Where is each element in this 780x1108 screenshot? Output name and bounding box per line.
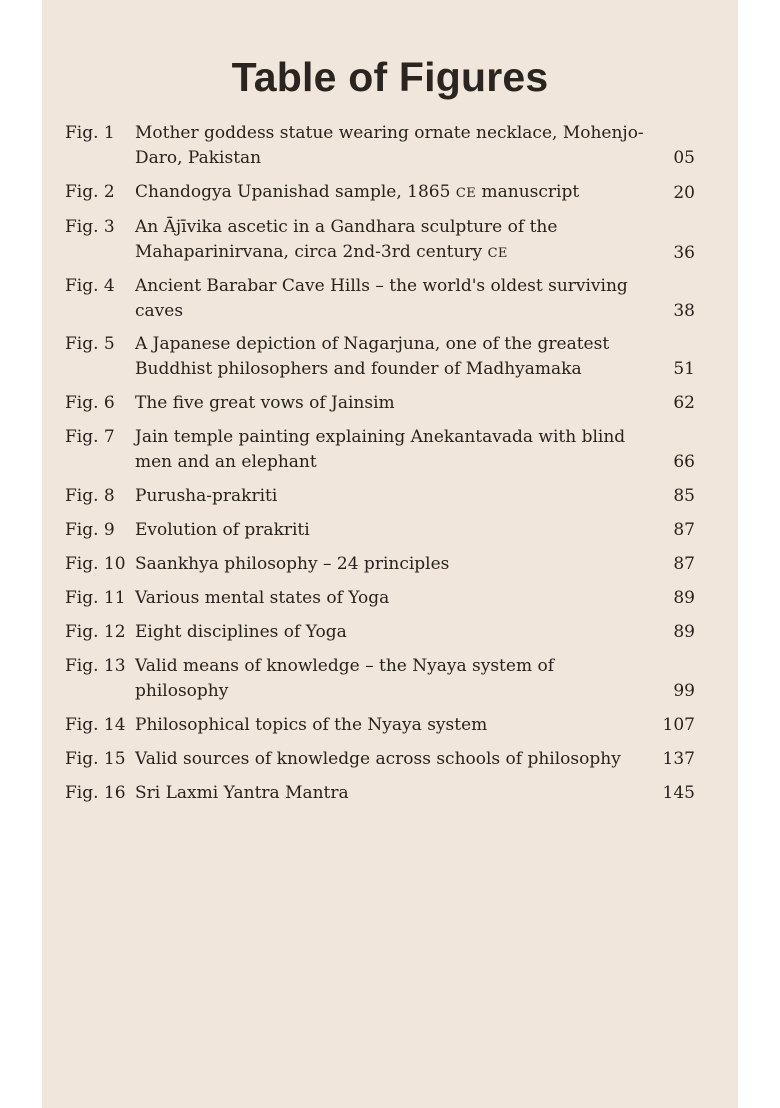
figure-entry (65, 274, 695, 324)
figure-page-number: 85 (673, 486, 695, 506)
figure-page-number: 66 (673, 452, 695, 472)
figure-number: Fig. 6 (65, 393, 115, 413)
figure-number: Fig. 9 (65, 520, 115, 540)
figure-entry (65, 654, 695, 704)
figure-entry (65, 215, 695, 266)
figure-page-number: 89 (673, 588, 695, 608)
figure-entry (65, 747, 695, 772)
figure-number: Fig. 12 (65, 622, 126, 642)
figure-caption: Ancient Barabar Cave Hills – the world's oldest surviving caves (135, 276, 628, 321)
figure-page-number: 145 (662, 783, 695, 803)
figure-number: Fig. 14 (65, 715, 126, 735)
figure-caption: A Japanese depiction of Nagarjuna, one of the greatest Buddhist philosophers and founder of Madhyamaka (135, 334, 610, 379)
figure-number: Fig. 15 (65, 749, 126, 769)
figure-caption: Various mental states of Yoga (135, 588, 390, 608)
figure-number: Fig. 7 (65, 427, 115, 447)
figure-page-number: 05 (673, 148, 695, 168)
figure-page-number: 20 (673, 183, 695, 203)
figure-page-number: 62 (673, 393, 695, 413)
figure-entry (65, 180, 695, 206)
figure-number: Fig. 16 (65, 783, 126, 803)
figure-entry (65, 620, 695, 645)
figure-entry (65, 552, 695, 577)
figure-caption: Purusha-prakriti (135, 486, 278, 506)
figure-caption: Saankhya philosophy – 24 principles (135, 554, 450, 574)
figure-caption: An Ājīvika ascetic in a Gandhara sculpture of the Mahaparinirvana, circa 2nd-3rd century CE (135, 217, 558, 262)
figure-entry (65, 518, 695, 543)
figure-page-number: 99 (673, 681, 695, 701)
figure-page-number: 87 (673, 554, 695, 574)
figure-entry (65, 781, 695, 806)
figure-caption: The five great vows of Jainsim (135, 393, 395, 413)
figure-caption: Valid sources of knowledge across schools of philosophy (135, 749, 621, 769)
figure-entry (65, 425, 695, 475)
figure-caption: Jain temple painting explaining Anekantavada with blind men and an elephant (135, 427, 626, 472)
figure-entry (65, 121, 695, 171)
figure-entry (65, 332, 695, 382)
figure-caption: Sri Laxmi Yantra Mantra (135, 783, 349, 803)
figure-caption: Valid means of knowledge – the Nyaya system of philosophy (135, 656, 554, 701)
figure-entry (65, 391, 695, 416)
figure-page-number: 89 (673, 622, 695, 642)
figure-number: Fig. 1 (65, 123, 115, 143)
figure-page-number: 36 (673, 243, 695, 263)
figure-page-number: 107 (662, 715, 695, 735)
figure-entry (65, 586, 695, 611)
figure-page-number: 137 (662, 749, 695, 769)
document-page (42, 0, 738, 1108)
figure-caption: Philosophical topics of the Nyaya system (135, 715, 488, 735)
figure-number: Fig. 13 (65, 656, 126, 676)
figure-page-number: 51 (673, 359, 695, 379)
figure-number: Fig. 8 (65, 486, 115, 506)
figure-page-number: 87 (673, 520, 695, 540)
figure-number: Fig. 3 (65, 217, 115, 237)
figure-number: Fig. 4 (65, 276, 115, 296)
figure-page-number: 38 (673, 301, 695, 321)
figure-number: Fig. 5 (65, 334, 115, 354)
figure-caption: Mother goddess statue wearing ornate necklace, Mohenjo-Daro, Pakistan (135, 123, 644, 168)
figure-number: Fig. 2 (65, 182, 115, 202)
page-title: Table of Figures (231, 54, 549, 100)
figure-caption: Chandogya Upanishad sample, 1865 CE manuscript (135, 182, 580, 202)
figure-list (65, 118, 695, 806)
figure-caption: Evolution of prakriti (135, 520, 310, 540)
figure-number: Fig. 10 (65, 554, 126, 574)
figure-number: Fig. 11 (65, 588, 126, 608)
figure-entry (65, 713, 695, 738)
figure-entry (65, 484, 695, 509)
figure-caption: Eight disciplines of Yoga (135, 622, 347, 642)
